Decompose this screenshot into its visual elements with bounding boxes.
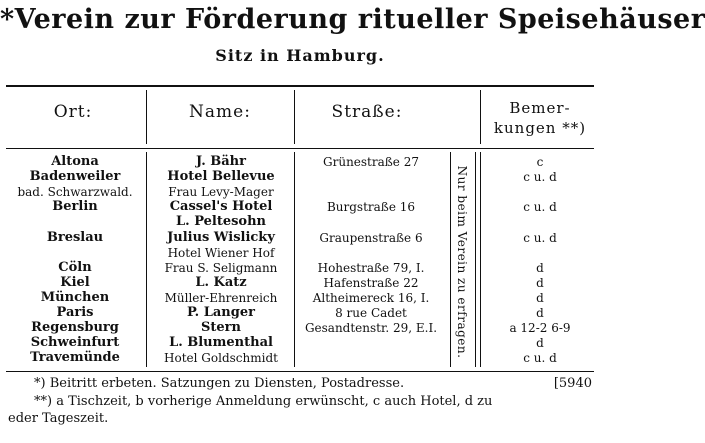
footnote-1: *) Beitritt erbeten. Satzungen zu Diensten, Postadresse. xyxy=(34,376,405,391)
column-header-name: Name: xyxy=(189,102,251,122)
cell-strasse: Grünestraße 27 xyxy=(323,155,419,169)
cell-ort: Badenweiler xyxy=(29,169,121,185)
cell-ort: München xyxy=(40,289,110,305)
cell-ort: Berlin xyxy=(52,199,98,215)
table-row xyxy=(0,199,600,215)
cell-bemerkungen: d xyxy=(536,290,544,305)
cell-strasse: 8 rue Cadet xyxy=(335,306,407,320)
cell-bemerkungen: d xyxy=(536,336,544,351)
cell-name: Cassel's Hotel xyxy=(169,199,273,215)
table-row xyxy=(0,320,600,336)
cell-name: Frau Levy-Mager xyxy=(168,185,274,200)
column-header-ort: Ort: xyxy=(53,102,93,122)
cell-name: L. Blumenthal xyxy=(169,335,273,351)
footnote-number: [5940 xyxy=(553,376,592,391)
cell-strasse: Hohestraße 79, I. xyxy=(317,260,425,275)
cell-strasse: Altheimereck 16, I. xyxy=(312,290,430,305)
table-row xyxy=(0,214,600,230)
table-row xyxy=(0,350,600,366)
cell-bemerkungen: d xyxy=(536,275,544,290)
table-row xyxy=(0,305,600,321)
cell-ort: Regensburg xyxy=(31,320,119,336)
side-note: Nur beim Verein zu erfragen. xyxy=(455,165,469,359)
cell-ort: Paris xyxy=(56,305,94,320)
cell-name: Hotel Wiener Hof xyxy=(167,245,275,260)
table-row xyxy=(0,260,600,276)
cell-name: L. Peltesohn xyxy=(176,214,266,230)
page-title: *Verein zur Förderung ritueller Speisehäuser xyxy=(0,4,705,35)
cell-name: P. Langer xyxy=(187,305,255,320)
cell-bemerkungen: d xyxy=(536,260,544,275)
header-rule xyxy=(6,148,594,149)
cell-ort: Kiel xyxy=(60,274,90,290)
table-row xyxy=(0,230,600,246)
footnote-2: **) a Tischzeit, b vorherige Anmeldung erwünscht, c auch Hotel, d zu xyxy=(34,394,493,409)
table-row xyxy=(0,154,600,170)
cell-name: Müller-Ehrenreich xyxy=(164,290,278,305)
cell-ort: Schweinfurt xyxy=(30,335,120,351)
cell-ort: Breslau xyxy=(46,229,104,245)
cell-name: Hotel Goldschmidt xyxy=(164,351,278,366)
footnote-3: eder Tageszeit. xyxy=(8,411,109,426)
column-header-bemerkungen: Bemer- kungen **) xyxy=(493,99,587,137)
cell-name: J. Bähr xyxy=(196,154,246,169)
cell-bemerkungen: c u. d xyxy=(523,170,557,185)
cell-name: Frau S. Seligmann xyxy=(164,260,278,275)
cell-name: Hotel Bellevue xyxy=(167,169,275,185)
table-row xyxy=(0,335,600,351)
cell-ort: Cöln xyxy=(58,259,92,275)
table-row xyxy=(0,245,600,261)
cell-bemerkungen: c u. d xyxy=(523,200,557,215)
table-row xyxy=(0,169,600,185)
cell-strasse: Burgstraße 16 xyxy=(326,200,416,215)
cell-name: Julius Wislicky xyxy=(167,229,275,245)
cell-strasse: Hafenstraße 22 xyxy=(323,275,419,290)
cell-bemerkungen: c xyxy=(536,155,544,169)
cell-name: Stern xyxy=(201,320,241,336)
cell-ort: Altona xyxy=(51,154,99,169)
table-row xyxy=(0,275,600,291)
cell-strasse: Graupenstraße 6 xyxy=(319,230,423,245)
page-subtitle: Sitz in Hamburg. xyxy=(215,46,385,65)
bottom-rule xyxy=(6,371,594,372)
cell-bemerkungen: c u. d xyxy=(523,351,557,366)
table-row xyxy=(0,290,600,306)
cell-ort: bad. Schwarzwald. xyxy=(17,185,133,200)
cell-ort: Travemünde xyxy=(30,350,120,366)
cell-strasse: Gesandtenstr. 29, E.I. xyxy=(304,321,438,336)
cell-bemerkungen: a 12-2 6-9 xyxy=(509,321,571,336)
cell-bemerkungen: c u. d xyxy=(523,230,557,245)
top-rule xyxy=(6,85,594,87)
cell-name: L. Katz xyxy=(195,274,247,290)
table-row xyxy=(0,184,600,200)
column-header-strasse: Straße: xyxy=(331,102,403,122)
cell-bemerkungen: d xyxy=(536,306,544,320)
